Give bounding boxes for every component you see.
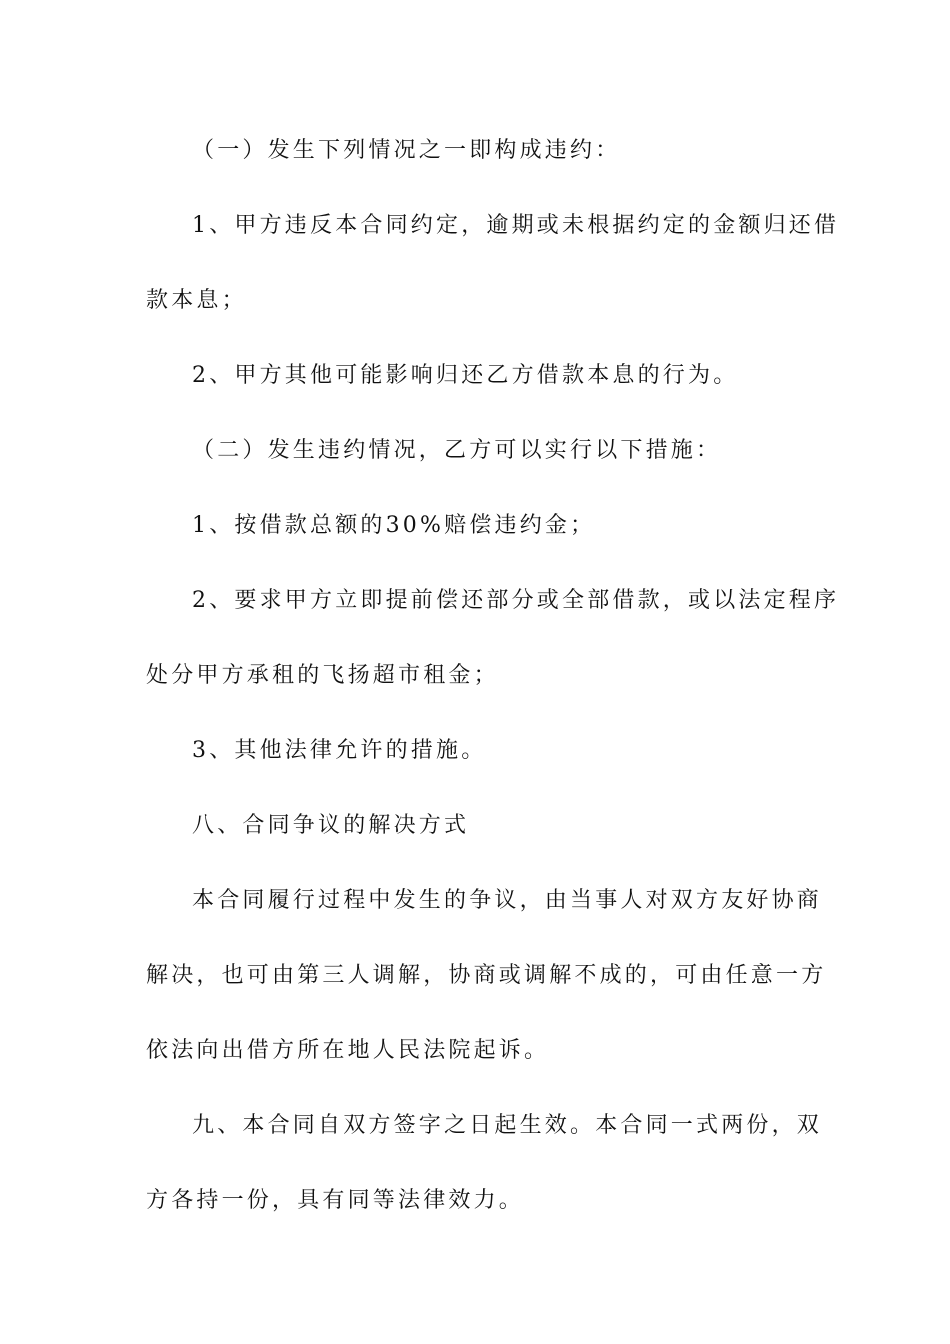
clause-7-2-heading: （二）发生违约情况，乙方可以实行以下措施： bbox=[192, 438, 722, 463]
section-8-heading: 八、合同争议的解决方式 bbox=[192, 813, 470, 838]
clause-7-1-item-2: 2、甲方其他可能影响归还乙方借款本息的行为。 bbox=[192, 363, 739, 388]
clause-7-2-item-2-cont: 处分甲方承租的飞扬超市租金； bbox=[146, 663, 499, 688]
clause-7-1-item-1-cont: 款本息； bbox=[146, 288, 247, 313]
clause-7-1-heading: （一）发生下列情况之一即构成违约： bbox=[192, 138, 621, 163]
clause-7-2-item-3: 3、其他法律允许的措施。 bbox=[192, 738, 487, 763]
clause-7-2-item-1: 1、按借款总额的30%赔偿违约金； bbox=[192, 513, 596, 538]
section-9-line-1: 九、本合同自双方签字之日起生效。本合同一式两份，双 bbox=[192, 1113, 823, 1138]
section-8-paragraph-line-1: 本合同履行过程中发生的争议，由当事人对双方友好协商 bbox=[192, 888, 823, 913]
clause-7-1-item-1: 1、甲方违反本合同约定，逾期或未根据约定的金额归还借 bbox=[192, 213, 840, 238]
section-9-line-2: 方各持一份，具有同等法律效力。 bbox=[146, 1188, 525, 1213]
section-8-paragraph-line-2: 解决，也可由第三人调解，协商或调解不成的，可由任意一方 bbox=[146, 963, 827, 988]
section-8-paragraph-line-3: 依法向出借方所在地人民法院起诉。 bbox=[146, 1038, 550, 1063]
clause-7-2-item-2: 2、要求甲方立即提前偿还部分或全部借款，或以法定程序 bbox=[192, 588, 840, 613]
